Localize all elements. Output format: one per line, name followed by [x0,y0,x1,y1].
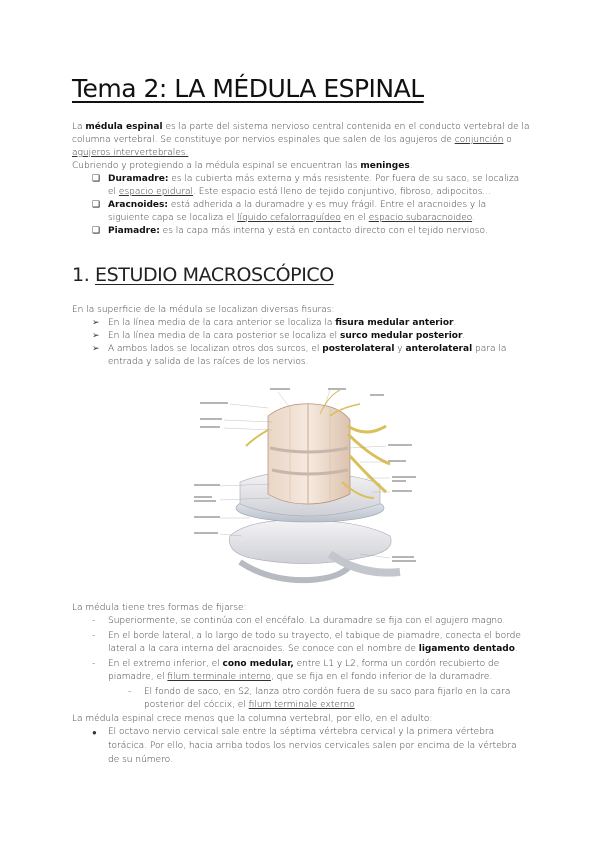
nervio-cervical-item-cont: torácica. Por ello, hacia arriba todos los nervios cervicales salen por encima de la vértebra [108,741,517,751]
section-heading: 1. ESTUDIO MACROSCÓPICO [72,264,334,286]
fijacion-item-3-cont: piamadre, el filum terminale interno, que se fija en el fondo inferior de la duramadre. [108,672,493,682]
duramadre-line-2: el espacio epidural. Este espacio está lleno de tejido conjuntivo, fibroso, adipocitos... [108,187,492,197]
intro-line-3: agujeros intervertebrales. [72,148,189,158]
dash-bullet: - [92,616,96,626]
arrow-bullet-icon: ➢ [92,318,100,328]
aracnoides-line-1: Aracnoides: está adherida a la duramadre y es muy frágil. Entre el aracnoides y la [108,200,487,210]
nervio-cervical-item-cont2: de su número. [108,755,173,765]
spinal-cord-illustration [190,386,422,592]
intro-line-1: La médula espinal es la parte del sistema nervioso central contenida en el conducto vertebral de la [72,122,530,132]
checkbox-bullet-icon: ❑ [92,174,101,184]
dash-bullet: - [92,631,96,641]
vertebra-lower [229,520,400,580]
intro-line-2: columna vertebral. Se constituye por nervios espinales que salen de los agujeros de conjunción o [72,135,512,145]
fijacion-item-3: En el extremo inferior, el cono medular, entre L1 y L2, forma un cordón recubierto de [108,659,500,669]
fijacion-subitem: El fondo de saco, en S2, lanza otro cordón fuera de su saco para fijarlo en la cara [144,687,511,697]
nervio-cervical-item: El octavo nervio cervical sale entre la séptima vértebra cervical y la primera vértebra [108,727,495,737]
dash-bullet: - [92,659,96,669]
duramadre-line-1: Duramadre: es la cubierta más externa y más resistente. Por fuera de su saco, se localiza [108,174,520,184]
surcos-laterales-item: A ambos lados se localizan otros dos surcos, el posterolateral y anterolateral para la [108,344,507,354]
surcos-laterales-item-cont: entrada y salida de las raíces de los nervios. [108,357,309,367]
arrow-bullet-icon: ➢ [92,344,100,354]
aracnoides-line-2: siguiente capa se localiza el líquido cefalorraquídeo en el espacio subaracnoideo. [108,213,475,223]
fijacion-subitem-cont: posterior del cóccix, el filum terminale externo [144,700,355,710]
fijacion-item-2: En el borde lateral, a lo largo de todo su trayecto, el tabique de piamadre, conecta el borde [108,631,521,641]
surco-posterior-item: En la línea media de la cara posterior se localiza el surco medular posterior. [108,331,466,341]
fisuras-intro: En la superficie de la médula se localizan diversas fisuras: [72,305,335,315]
fijacion-intro: La médula tiene tres formas de fijarse: [72,603,247,613]
spinal-cord [268,404,350,504]
checkbox-bullet-icon: ❑ [92,200,101,210]
fijacion-item-1: Superiormente, se continúa con el encéfalo. La duramadre se fija con el agujero magno. [108,616,506,626]
intro-line-4: Cubriendo y protegiendo a la médula espinal se encuentran las meninges. [72,161,413,171]
dot-bullet-icon: ● [92,728,97,737]
piamadre-line: Piamadre: es la capa más interna y está en contacto directo con el tejido nervioso. [108,226,488,236]
checkbox-bullet-icon: ❑ [92,226,101,236]
page-title: Tema 2: LA MÉDULA ESPINAL [72,74,424,103]
arrow-bullet-icon: ➢ [92,331,100,341]
fisura-anterior-item: En la línea media de la cara anterior se localiza la fisura medular anterior. [108,318,457,328]
fijacion-item-2-cont: lateral a la cara interna del aracnoides. Se conoce con el nombre de ligamento dentado. [108,644,518,654]
dash-bullet: - [128,687,132,697]
crecimiento-intro: La médula espinal crece menos que la columna vertebral, por ello, en el adulto: [72,714,433,724]
